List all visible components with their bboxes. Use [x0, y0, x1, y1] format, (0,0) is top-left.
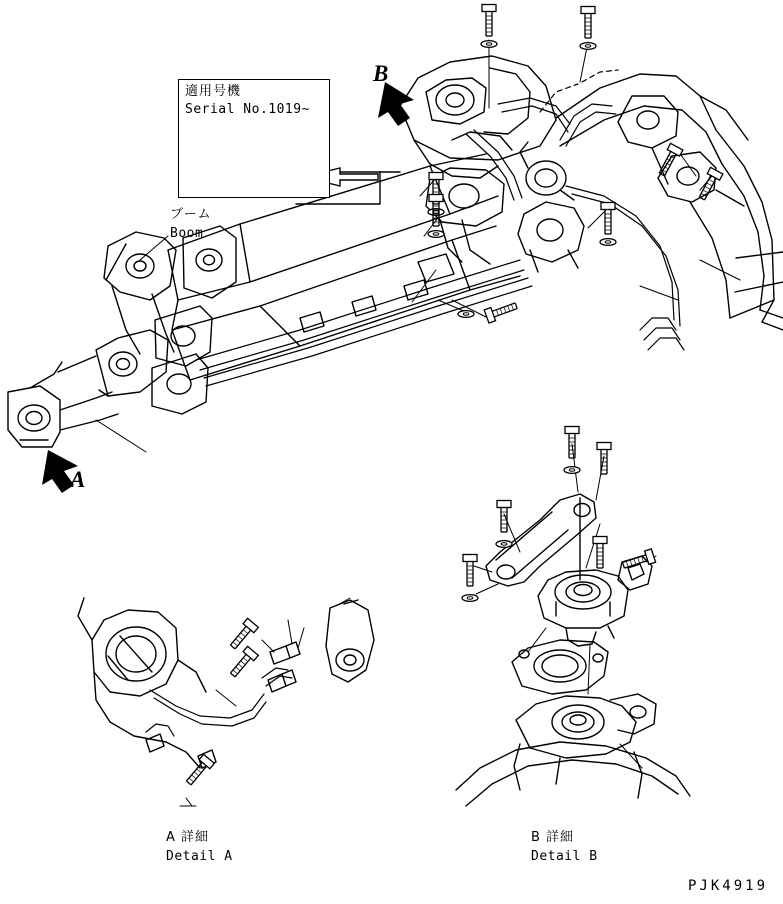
callout-b-main: B	[373, 61, 389, 86]
detail-b-title-en: Detail B	[531, 849, 598, 864]
boom-label-jp: ブーム	[170, 207, 212, 222]
boom-label-en: Boom	[170, 226, 204, 241]
serial-note-box	[178, 79, 330, 198]
detail-b-title-jp: B 詳細	[531, 830, 575, 845]
detail-a-title-jp: A 詳細	[166, 830, 210, 845]
drawing-part-number: PJK4919	[688, 878, 769, 894]
serial-note-en: Serial No.1019~	[185, 102, 310, 117]
detail-a-title-en: Detail A	[166, 849, 233, 864]
serial-note-jp: 適用号機	[185, 84, 242, 99]
callout-a-main: A	[70, 467, 86, 492]
